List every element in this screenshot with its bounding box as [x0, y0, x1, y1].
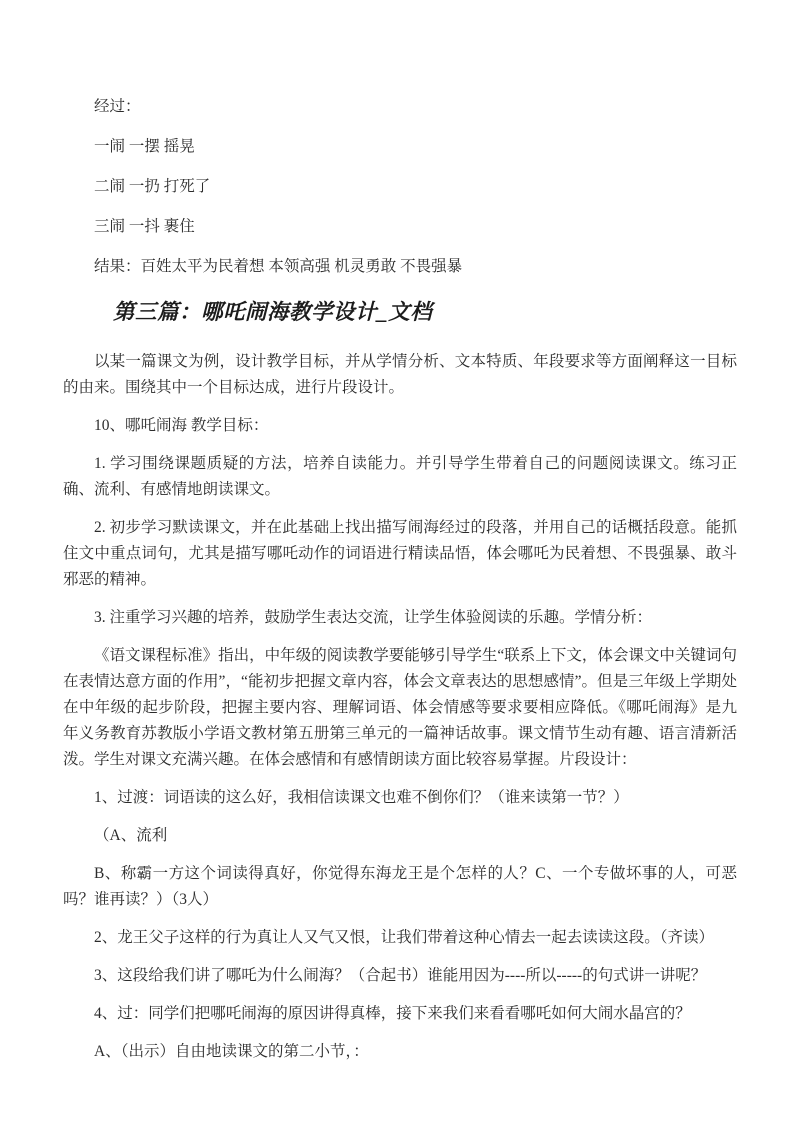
paragraph-step-1: 1、过渡：词语读的这么好，我相信读课文也难不倒你们？（谁来读第一节？）	[94, 789, 629, 806]
intro-line-process-label: 经过：	[94, 98, 141, 115]
paragraph-step-4a: A、（出示）自由地读课文的第二小节，：	[94, 1043, 369, 1060]
paragraph-step-3: 3、这段给我们讲了哪吒为什么闹海？（合起书）谁能用因为----所以-----的句式讲一讲呢？	[94, 967, 707, 984]
intro-line-second-trouble: 二闹 一扔 打死了	[94, 178, 211, 195]
paragraph-step-1b: B、称霸一方这个词读得真好，你觉得东海龙王是个怎样的人？C、一个专做坏事的人，可恶吗？谁再读？）（3人）	[63, 865, 737, 908]
intro-line-result: 结果：百姓太平为民着想 本领高强 机灵勇敢 不畏强暴	[94, 258, 463, 275]
paragraph-goal-1: 1. 学习围绕课题质疑的方法，培养自读能力。并引导学生带着自己的问题阅读课文。练习正确、流利、有感情地朗读课文。	[63, 455, 737, 498]
paragraph-step-1a: （A、流利	[94, 827, 168, 844]
intro-line-first-trouble: 一闹 一摆 摇晃	[94, 138, 195, 155]
paragraph-step-4: 4、过：同学们把哪吒闹海的原因讲得真棒，接下来我们来看看哪吒如何大闹水晶宫的？	[94, 1005, 691, 1022]
intro-line-third-trouble: 三闹 一抖 裹住	[94, 218, 195, 235]
paragraph-step-2: 2、龙王父子这样的行为真让人又气又恨，让我们带着这种心情去一起去读读这段。（齐读）	[94, 929, 715, 946]
paragraph-task-description: 以某一篇课文为例，设计教学目标，并从学情分析、文本特质、年段要求等方面阐释这一目标的由来。围绕其中一个目标达成，进行片段设计。	[63, 353, 737, 396]
section-heading: 第三篇：哪吒闹海教学设计_文档	[113, 300, 433, 324]
paragraph-lesson-title: 10、哪吒闹海 教学目标：	[94, 417, 269, 434]
paragraph-learning-analysis: 《语文课程标准》指出，中年级的阅读教学要能够引导学生“联系上下文，体会课文中关键词句在表情达意方面的作用”，“能初步把握文章内容，体会文章表达的思想感情”。但是三年级上学期处在中年级的起步阶段，把握主要内容、理解词语、体会情感等要求要相应降低。《哪吒闹海》是九年义务教育苏教版小学语文教材第五册第三单元的一篇神话故事。课文情节生动有趣、语言清新活泼。学生对课文充满兴趣。在体会感情和有感情朗读方面比较容易掌握。片段设计：	[63, 647, 737, 768]
paragraph-goal-2: 2. 初步学习默读课文，并在此基础上找出描写闹海经过的段落，并用自己的话概括段意。能抓住文中重点词句，尤其是描写哪吒动作的词语进行精读品悟，体会哪吒为民着想、不畏强暴、敢斗邪恶的精神。	[63, 519, 737, 588]
paragraph-goal-3: 3. 注重学习兴趣的培养，鼓励学生表达交流，让学生体验阅读的乐趣。学情分析：	[94, 609, 653, 626]
